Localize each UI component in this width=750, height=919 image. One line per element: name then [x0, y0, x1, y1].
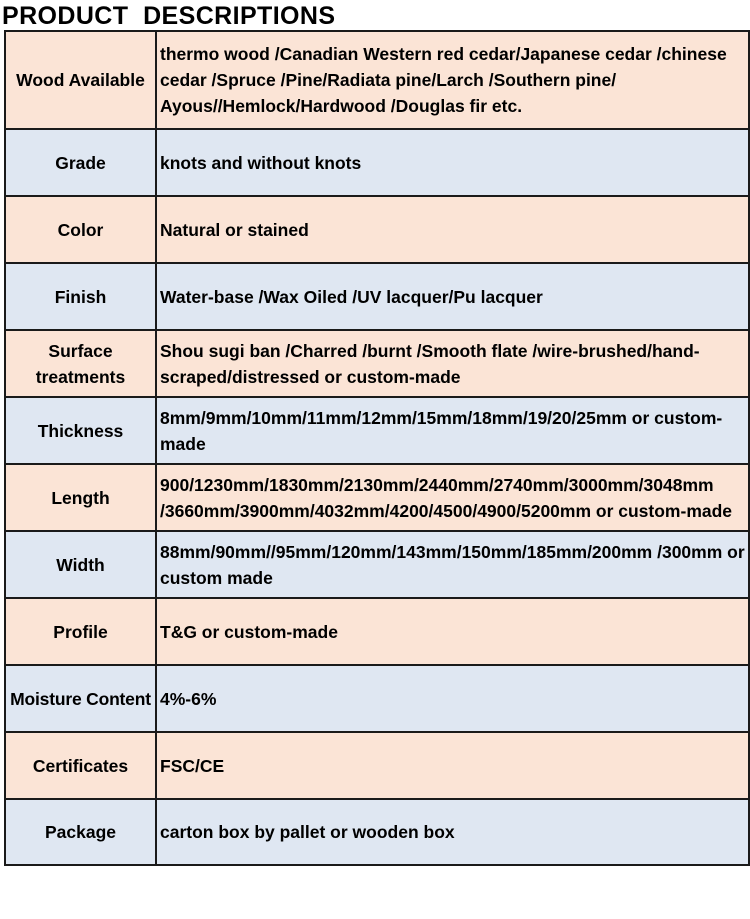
product-descriptions-table [4, 30, 750, 866]
value-cell [156, 799, 749, 865]
value-cell [156, 196, 749, 263]
table-row-wood-available [5, 31, 749, 129]
row-label: Surface treatments [35, 340, 126, 387]
value-cell [156, 129, 749, 196]
row-value: FSC/CE [160, 755, 225, 776]
row-label: Wood Available [16, 70, 145, 90]
row-value: carton box by pallet or wooden box [160, 822, 455, 842]
label-cell [5, 799, 156, 865]
row-label: Certificates [32, 755, 129, 776]
row-value: Water-base /Wax Oiled /UV lacquer/Pu lacquer [160, 286, 543, 307]
row-label: Color [57, 219, 104, 240]
row-label: Profile [53, 621, 108, 642]
table-row-moisture-content [5, 665, 749, 732]
page-title: PRODUCT DESCRIPTIONS [2, 2, 336, 30]
table-row-profile [5, 598, 749, 665]
value-cell [156, 531, 749, 598]
table-row-width [5, 531, 749, 598]
label-cell [5, 263, 156, 330]
label-cell [5, 598, 156, 665]
row-value: knots and without knots [160, 152, 362, 173]
row-value: 88mm/90mm//95mm/120mm/143mm/150mm/185mm/200mm /300mm or custom made [160, 541, 745, 588]
table-row-grade [5, 129, 749, 196]
label-cell [5, 196, 156, 263]
table-row-color [5, 196, 749, 263]
value-cell [156, 665, 749, 732]
label-cell [5, 129, 156, 196]
table-row-finish [5, 263, 749, 330]
row-value: T&G or custom-made [160, 621, 338, 642]
label-cell [5, 464, 156, 531]
value-cell [156, 732, 749, 799]
row-label: Length [51, 487, 110, 508]
table-row-surface-treatments [5, 330, 749, 397]
row-label: Moisture Content [10, 688, 151, 709]
row-label: Thickness [37, 420, 124, 441]
label-cell [5, 665, 156, 732]
table-row-package [5, 799, 749, 865]
value-cell [156, 330, 749, 397]
row-value: 900/1230mm/1830mm/2130mm/2440mm/2740mm/3000mm/3048mm /3660mm/3900mm/4032mm/4200/4500/4900/5200mm or custom-made [160, 474, 733, 521]
table-row-thickness [5, 397, 749, 464]
label-cell [5, 397, 156, 464]
table-row-certificates [5, 732, 749, 799]
row-value: 4%-6% [160, 688, 217, 709]
label-cell [5, 31, 156, 129]
row-label: Finish [54, 286, 107, 307]
row-value: thermo wood /Canadian Western red cedar/Japanese cedar /chinese cedar /Spruce /Pine/Radiata pine/Larch /Southern pine/ Ayous//Hemlock/Hardwood /Douglas fir etc. [160, 44, 727, 116]
row-label: Width [56, 554, 105, 575]
value-cell [156, 31, 749, 129]
value-cell [156, 263, 749, 330]
table-row-length [5, 464, 749, 531]
label-cell [5, 732, 156, 799]
row-value: Shou sugi ban /Charred /burnt /Smooth flate /wire-brushed/hand-scraped/distressed or custom-made [160, 340, 700, 387]
label-cell [5, 531, 156, 598]
value-cell [156, 464, 749, 531]
row-label: Package [44, 822, 117, 842]
value-cell [156, 598, 749, 665]
row-label: Grade [55, 152, 106, 173]
label-cell [5, 330, 156, 397]
value-cell [156, 397, 749, 464]
row-value: 8mm/9mm/10mm/11mm/12mm/15mm/18mm/19/20/25mm or custom-made [160, 407, 723, 454]
row-value: Natural or stained [160, 219, 309, 240]
